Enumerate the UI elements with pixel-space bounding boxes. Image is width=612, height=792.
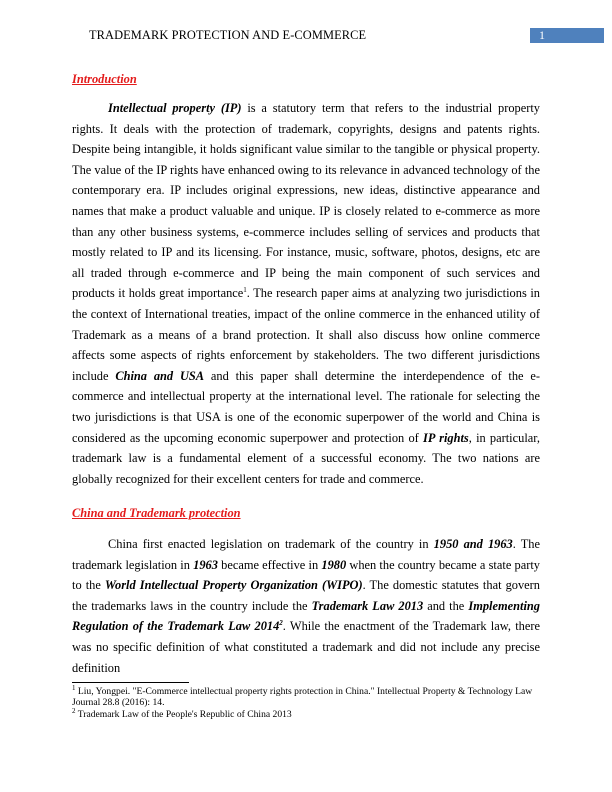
page-number: 1: [539, 28, 545, 42]
intro-body: [72, 98, 540, 489]
section-heading-china: China and Trademark protection: [72, 506, 241, 520]
text-run: Trademark Law 2013: [311, 598, 424, 613]
text-run: and the: [423, 598, 469, 613]
text-run: . The research paper aims at analyzing two jurisdictions in the context of International treaties, impact of the online commerce in the enhanced utility of Trademark as a means of a brand protection. It shall also discuss how online commerce affects some aspects of rights enforcement by stakeholders. The two different jurisdictions include: [72, 286, 540, 383]
text-run: when the country became a state party to the: [72, 557, 540, 593]
text-run: is a statutory term that refers to the industrial property rights. It deals with the protection of trademark, copyrights, designs and patents rights. Despite being intangible, it holds significant value similar to the tangible or physical property. The value of the IP rights have enhanced owing to its relevance in advanced technology of the contemporary era. IP includes original expressions, new ideas, distinctive appearance and names that make a product valuable and unique. IP is closely related to e-commerce as more than any other business systems, e-commerce includes selling of services and products that mostly related to IP and its licensing. For instance, music, software, photos, designs, etc are all traded through e-commerce and IP being the main component of such services and products it holds great importance: [72, 101, 540, 301]
footnote-2-text: Trademark Law of the People's Republic of China 2013: [75, 708, 292, 720]
text-run: 2: [279, 619, 283, 628]
text-run: and this paper shall determine the interdependence of the e-commerce and intellectual property at the international level. The rationale for selecting the two jurisdictions is that USA is one of the economic superpower of the world and China is considered as the upcoming economic superpower and protection of: [72, 368, 540, 445]
footnote-1-text: Liu, Yongpei. "E-Commerce intellectual property rights protection in China." Intellectual Property & Technology Law Journal 28.8 (2016): 14.: [72, 686, 533, 709]
footnote-2: [72, 706, 540, 720]
text-run: China and USA: [115, 368, 205, 383]
text-run: . While the enactment of the Trademark law, there was no specific definition of what constituted a trademark and did not include any precise definition: [72, 619, 540, 675]
text-run: China first enacted legislation on trademark of the country in: [108, 537, 434, 551]
intro-paragraph: [72, 98, 540, 489]
text-run: Implementing Regulation of the Trademark Law 2014: [72, 598, 540, 634]
text-run: World Intellectual Property Organization (WIPO): [104, 578, 363, 593]
text-run: 1950 and 1963: [433, 537, 513, 551]
section-heading-introduction: Introduction: [72, 72, 137, 86]
text-run: IP rights: [423, 430, 469, 445]
text-run: , in particular, trademark law is a fundamental element of a successful economy. The two nations are globally recognized for their excellent centers for trade and commerce.: [72, 430, 540, 486]
footnote-1-number: 1: [72, 683, 76, 692]
text-run: became effective in: [217, 557, 322, 572]
text-run: Intellectual property (IP): [108, 101, 242, 115]
china-paragraph: [72, 534, 540, 678]
running-header-title: TRADEMARK PROTECTION AND E-COMMERCE: [89, 28, 367, 42]
china-body: [72, 534, 540, 678]
footnote-1: [72, 683, 540, 709]
text-run: . The domestic statutes that govern the trademarks laws in the country include the: [72, 578, 540, 613]
footnote-separator: [72, 682, 189, 683]
page-number-badge: [530, 28, 604, 43]
text-run: . The trademark legislation in: [72, 537, 540, 572]
text-run: 1963: [193, 557, 218, 572]
footnote-2-number: 2: [72, 706, 76, 715]
text-run: 1: [243, 286, 247, 295]
text-run: 1980: [321, 557, 347, 572]
footnotes: [72, 683, 540, 720]
